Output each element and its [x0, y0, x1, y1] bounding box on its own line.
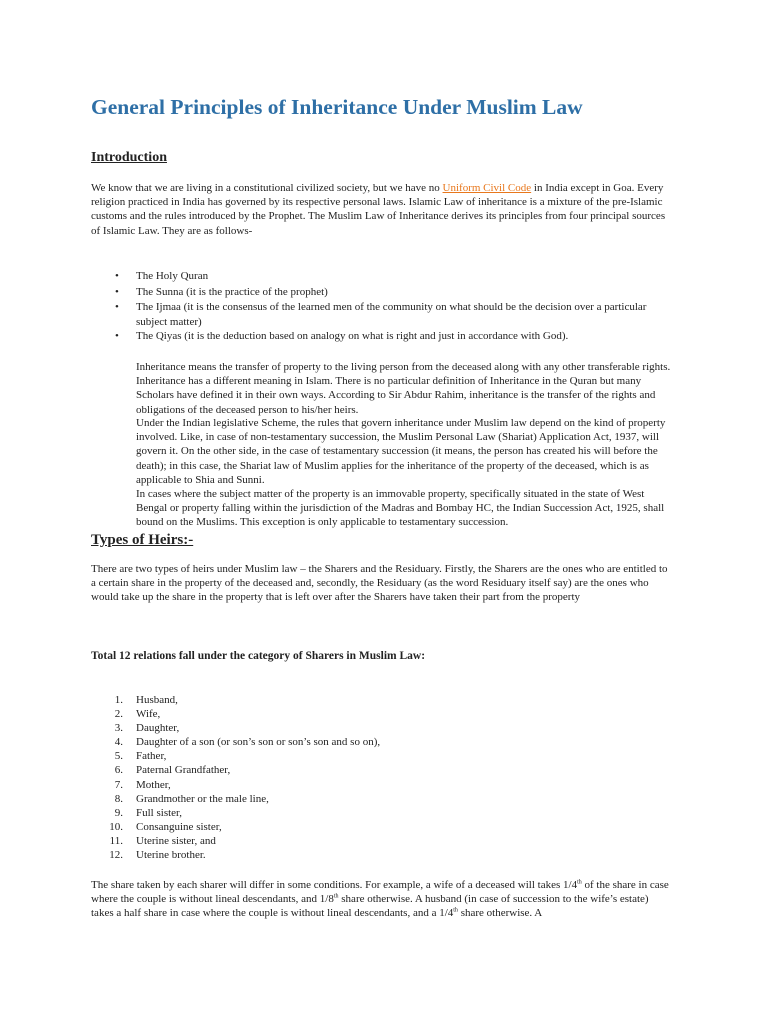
- list-item: [91, 763, 380, 777]
- list-item-text: Uterine sister, and: [136, 834, 216, 847]
- list-number: 2.: [114, 708, 123, 721]
- share-explanation-paragraph: [91, 878, 671, 921]
- list-number: 6.: [114, 764, 123, 777]
- page-title: General Principles of Inheritance Under Muslim Law: [91, 95, 583, 119]
- list-number: 8.: [114, 792, 123, 805]
- list-item: [91, 792, 380, 806]
- superscript: th: [577, 879, 582, 886]
- share-text-1: The share taken by each sharer will differ in some conditions. For example, a wife of a deceased will takes 1/4: [91, 879, 578, 891]
- immovable-property-paragraph: In cases where the subject matter of the property is an immovable property, specifically situated in the state of West Bengal or property falling within the jurisdiction of the Madras and Bombay HC, the Indian Succession Act, 1925, shall bound on the Muslims. This exception is only applicable to testamentary succession.: [136, 488, 665, 529]
- list-item-text: Father,: [136, 750, 167, 763]
- list-number: 9.: [114, 806, 123, 819]
- list-item: • The Holy Quran: [91, 269, 671, 285]
- introduction-paragraph: [91, 181, 671, 238]
- share-text-3: share otherwise. A husband (in case of succession to the wife’s estate) takes a half share in case where the couple is without lineal descendants, and a 1/4: [91, 893, 649, 920]
- list-number: 5.: [114, 750, 123, 763]
- list-number: 12.: [109, 849, 123, 862]
- types-of-heirs-paragraph: There are two types of heirs under Muslim law – the Sharers and the Residuary. Firstly, the Sharers are the ones who are entitled to a certain share in the property of the deceased and, secondly, the Residuary (as the word Residuary itself say) are the ones who would take up the share in the property that is left over after the Sharers have taken their part from the property: [91, 563, 668, 604]
- list-item-text: Husband,: [136, 694, 178, 706]
- list-item-text: Consanguine sister,: [136, 820, 222, 833]
- list-item: [91, 848, 380, 862]
- list-item: [91, 806, 380, 820]
- list-number: 7.: [114, 778, 123, 791]
- intro-text-end: in India except in Goa. Every religion practiced in India has governed by its respective personal laws. Islamic Law of inheritance is a mixture of the pre-Islamic customs and the rules introduced by the Prophet. The Muslim Law of Inheritance derives its principles from four principal sources of Islamic Law. They are as follows-: [91, 182, 666, 237]
- list-number: 10.: [109, 820, 123, 833]
- list-item: [91, 721, 380, 735]
- sources-list: [91, 269, 671, 345]
- list-item: • The Sunna (it is the practice of the prophet): [91, 285, 671, 301]
- list-number: 11.: [109, 834, 123, 847]
- list-item: [91, 749, 380, 763]
- list-item-text: Paternal Grandfather,: [136, 764, 231, 777]
- list-item: • The Ijmaa (it is the consensus of the learned men of the community on what should be the decision over a particular subject matter): [91, 300, 671, 329]
- introduction-heading: Introduction: [91, 150, 167, 165]
- list-item-text: Full sister,: [136, 806, 183, 819]
- list-item: [91, 735, 380, 749]
- list-item: [91, 778, 380, 792]
- list-item: • The Qiyas (it is the deduction based on analogy on what is right and just in accordance with God).: [91, 329, 671, 345]
- list-item-text: Grandmother or the male line,: [136, 792, 269, 805]
- types-of-heirs-heading: Types of Heirs:-: [91, 532, 194, 548]
- list-number: 3.: [114, 722, 123, 735]
- list-item-text: Wife,: [136, 708, 161, 721]
- share-text-2: of the share in case where the couple is without lineal descendants, and 1/8: [91, 879, 669, 906]
- legislative-scheme-paragraph: Under the Indian legislative Scheme, the rules that govern inheritance under Muslim law depend on the kind of property involved. Like, in case of non-testamentary succession, the Muslim Personal Law (Shariat) Application Act, 1937, will govern it. On the other side, in the case of testamentary succession (it means, the person has created his will before the death); in this case, the Shariat law of Muslim applies for the inheritance of the property of the deceased, which is as applicable to Shia and Sunni.: [136, 417, 666, 486]
- list-item-text: Mother,: [136, 778, 171, 791]
- list-number: 4.: [114, 736, 123, 749]
- uniform-civil-code-link[interactable]: Uniform Civil Code: [442, 182, 532, 194]
- list-item-text: Daughter of a son (or son’s son or son’s son and so on),: [136, 736, 381, 749]
- share-text-4: share otherwise. A: [457, 907, 543, 920]
- sharers-list: [91, 693, 380, 862]
- intro-text-start: We know that we are living in a constitutional civilized society, but we have no: [91, 182, 443, 194]
- inheritance-definition-paragraph: Inheritance means the transfer of property to the living person from the deceased along with any other transferable rights. Inheritance has a different meaning in Islam. There is no particular definition of Inheritance in the Quran but many Scholars have defined it in their own ways. According to Sir Abdur Rahim, inheritance is the transfer of the rights and obligations of the deceased person to his/her heirs.: [136, 361, 671, 416]
- list-item: [91, 707, 380, 721]
- list-item: [91, 820, 380, 834]
- list-number: 1.: [114, 694, 123, 706]
- list-item: [91, 693, 380, 707]
- superscript: th: [453, 907, 458, 914]
- sharers-heading: Total 12 relations fall under the category of Sharers in Muslim Law:: [91, 650, 426, 662]
- list-item-text: Uterine brother.: [136, 849, 206, 862]
- list-item: [91, 834, 380, 848]
- list-item-text: Daughter,: [136, 722, 180, 735]
- superscript: th: [333, 893, 339, 900]
